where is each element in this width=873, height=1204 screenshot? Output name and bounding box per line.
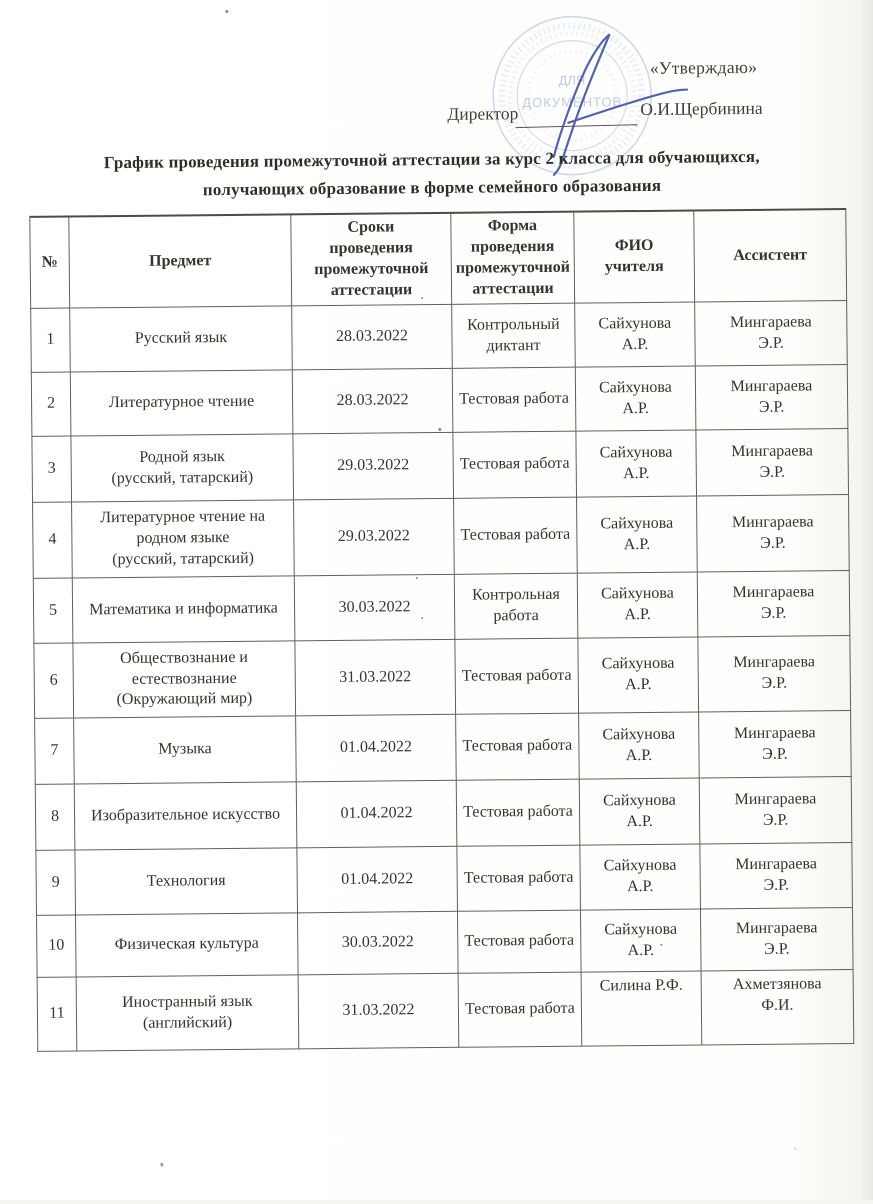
cell-teacher: Сайхунова А.Р. [580, 909, 701, 972]
scan-speck [421, 617, 423, 619]
cell-date: 29.03.2022 [294, 498, 455, 576]
cell-assistant: Мингараева Э.Р. [699, 711, 852, 778]
cell-teacher: Сайхунова А.Р. [579, 778, 700, 845]
director-label: Директор [447, 103, 519, 124]
cell-form: Контрольная работа [454, 573, 578, 639]
cell-date: 30.03.2022 [297, 911, 458, 975]
table-row [36, 843, 853, 916]
director-name: О.И.Щербинина [640, 97, 763, 120]
cell-form: Тестовая работа [457, 910, 581, 973]
cell-subject: Литературное чтение на родном языке (русский, татарский) [72, 500, 295, 578]
approve-label: «Утверждаю» [649, 56, 758, 78]
cell-row-number: 10 [37, 915, 77, 977]
cell-date: 28.03.2022 [292, 304, 453, 370]
table-row [34, 636, 851, 719]
cell-row-number: 9 [36, 850, 76, 915]
table-row [32, 429, 849, 503]
table-row [33, 571, 850, 644]
cell-subject: Иностранный язык (английский) [76, 975, 299, 1051]
table-row [35, 711, 852, 785]
title-line1: График проведения промежуточной аттестации за курс 2 класса для обучающихся, [103, 146, 760, 173]
scan-speck [225, 10, 228, 13]
table-row [31, 365, 848, 437]
cell-assistant: Мингараева Э.Р. [698, 636, 851, 712]
header-dates: Сроки проведения промежуточной аттестации [291, 213, 452, 306]
header-subject: Предмет [69, 214, 292, 308]
cell-form: Тестовая работа [454, 497, 578, 574]
cell-row-number: 6 [34, 643, 74, 718]
assessment-schedule-table [29, 208, 854, 1052]
scan-speck [421, 297, 423, 299]
cell-subject: Музыка [74, 716, 297, 784]
table-row [35, 777, 852, 851]
cell-subject: Обществознание и естествознание (Окружающий мир) [73, 641, 296, 718]
cell-row-number: 2 [31, 372, 71, 436]
cell-row-number: 5 [33, 578, 73, 643]
cell-row-number: 1 [31, 308, 71, 372]
cell-form: Тестовая работа [455, 638, 579, 714]
cell-assistant: Мингараева Э.Р. [697, 571, 850, 637]
cell-form: Тестовая работа [452, 367, 576, 432]
cell-assistant: Ахметзянова Ф.И. [701, 970, 854, 1045]
cell-subject: Физическая культура [76, 913, 299, 977]
scan-speck [660, 944, 662, 946]
cell-assistant: Мингараева Э.Р. [695, 301, 848, 366]
title-line2: получающих образование в форме семейного образования [202, 175, 662, 199]
cell-date: 29.03.2022 [293, 432, 454, 500]
cell-subject: Математика и информатика [72, 576, 295, 643]
scan-speck [438, 428, 441, 431]
header-form: Форма проведения промежуточной аттестации [451, 212, 575, 305]
cell-teacher: Сайхунова А.Р. [577, 496, 698, 573]
cell-subject: Изобразительное искусство [74, 782, 297, 850]
scan-speck [160, 1163, 163, 1167]
cell-assistant: Мингараева Э.Р. [695, 365, 848, 430]
table-row [31, 301, 848, 373]
cell-row-number: 7 [35, 718, 75, 784]
document-title [32, 142, 832, 205]
cell-form: Тестовая работа [458, 972, 582, 1047]
stamp-text-line2: ДОКУМЕНТОВ [522, 94, 623, 111]
scan-speck [794, 1148, 796, 1150]
cell-subject: Литературное чтение [70, 370, 293, 436]
table-body [31, 301, 854, 1052]
cell-date: 01.04.2022 [296, 714, 457, 782]
cell-form: Тестовая работа [456, 713, 580, 780]
cell-date: 31.03.2022 [298, 973, 459, 1049]
cell-teacher: Сайхунова А.Р. [577, 572, 698, 638]
header-assistant: Ассистент [694, 209, 847, 302]
cell-row-number: 8 [35, 784, 75, 850]
cell-assistant: Мингараева Э.Р. [700, 908, 853, 971]
table-row [37, 908, 854, 978]
cell-form: Тестовая работа [453, 431, 577, 498]
cell-teacher: Сайхунова А.Р. [579, 712, 700, 779]
header-teacher: ФИО учителя [574, 211, 695, 304]
cell-teacher: Силина Р.Ф. [581, 971, 702, 1046]
cell-row-number: 4 [33, 502, 73, 578]
stamp-text-line1: ДЛЯ [558, 72, 586, 88]
cell-subject: Технология [75, 848, 298, 915]
cell-row-number: 11 [37, 977, 77, 1051]
cell-subject: Русский язык [70, 306, 293, 372]
cell-form: Тестовая работа [456, 779, 580, 846]
table-header [30, 209, 847, 308]
cell-assistant: Мингараева Э.Р. [697, 495, 850, 572]
cell-teacher: Сайхунова А.Р. [580, 844, 701, 910]
cell-row-number: 3 [32, 436, 72, 502]
scan-speck [416, 577, 418, 579]
cell-date: 30.03.2022 [294, 574, 455, 641]
cell-form: Тестовая работа [457, 845, 581, 911]
cell-date: 01.04.2022 [297, 846, 458, 913]
cell-teacher: Сайхунова А.Р. [575, 366, 696, 431]
cell-teacher: Сайхунова А.Р. [575, 302, 696, 367]
cell-teacher: Сайхунова А.Р. [578, 637, 699, 713]
cell-teacher: Сайхунова А.Р. [576, 430, 697, 497]
cell-date: 28.03.2022 [292, 368, 453, 434]
cell-date: 01.04.2022 [296, 780, 457, 848]
cell-subject: Родной язык (русский, татарский) [71, 434, 294, 502]
table-row [37, 970, 854, 1052]
cell-assistant: Мингараева Э.Р. [696, 429, 849, 496]
cell-form: Контрольный диктант [452, 303, 576, 368]
cell-assistant: Мингараева Э.Р. [700, 843, 853, 909]
table-row [33, 495, 850, 579]
cell-assistant: Мингараева Э.Р. [699, 777, 852, 844]
cell-date: 31.03.2022 [295, 639, 456, 716]
signature-line [515, 124, 637, 128]
header-number: № [30, 217, 70, 309]
